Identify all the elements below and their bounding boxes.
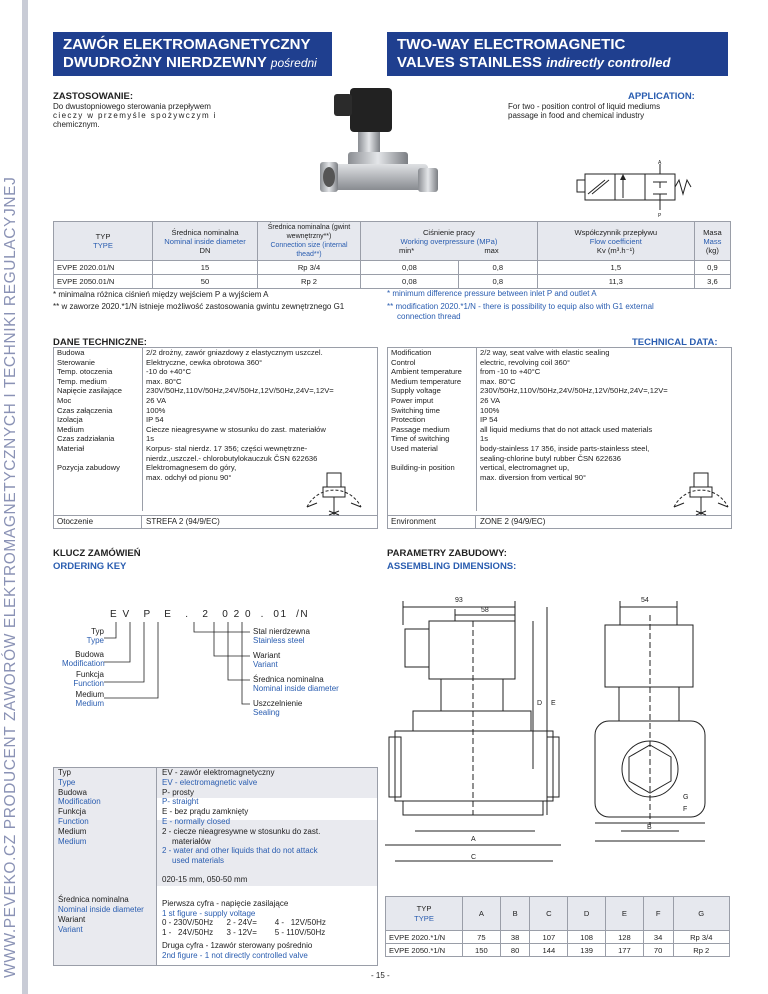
- tech-key: Time of switching: [388, 434, 477, 444]
- tech-row: [54, 386, 377, 396]
- tech-key: Napięcie zasilające: [54, 386, 143, 396]
- tech-row: [54, 444, 377, 463]
- spec-table: [53, 221, 731, 289]
- tech-key: Czas załączenia: [54, 406, 143, 416]
- tech-value: body-stainless 17 356, inside parts-stainless steel, sealing-chlorine butyl rubber ČSN 622636: [480, 443, 650, 463]
- ordering-title-en: ORDERING KEY: [53, 561, 127, 572]
- tech-value: 26 VA: [146, 395, 167, 405]
- tech-value: 230V/50Hz,110V/50Hz,24V/50Hz,12V/50Hz,24V=,12V=: [146, 386, 334, 396]
- tech-key: Temp. otoczenia: [54, 367, 143, 377]
- tech-row: [54, 396, 377, 406]
- tech-key: Protection: [388, 415, 477, 425]
- application-title-en: APPLICATION:: [628, 91, 695, 102]
- tech-key: Materiał: [54, 444, 143, 463]
- dim-label-e: E: [551, 700, 556, 707]
- symbol-label-p: P: [658, 213, 662, 219]
- dim-h-typ: TYP TYPE: [386, 897, 463, 931]
- tech-key: Czas zadziałania: [54, 434, 143, 444]
- dim-label-93: 93: [455, 597, 463, 604]
- tech-key: Temp. medium: [54, 377, 143, 387]
- tech-value: Elektromagnesem do góry, max. odchył od pionu 90°: [146, 463, 237, 482]
- tech-value: Korpus- stal nierdz. 17 356; części wewnętrzne- nierdz.,uszczel.- chlorobutylokauczuk ČSN 622636: [146, 443, 318, 463]
- dimension-table: TYP TYPE A B C D E F G EVPE 2020.*1/N 75 38 107 108 128 34 Rp 3/4 EVPE 2050.*1/N 150 80 144 139 177 70 Rp 2: [385, 896, 730, 957]
- tech-row: [388, 444, 731, 463]
- tech-row: [388, 358, 731, 368]
- tech-row: [388, 377, 731, 387]
- tech-key: Budowa: [54, 348, 143, 358]
- tech-key: Switching time: [388, 406, 477, 416]
- tech-row: [388, 406, 731, 416]
- tech-value: 26 VA: [480, 395, 501, 405]
- dim-label-d: D: [537, 700, 543, 707]
- header-en-line1: TWO-WAY ELECTROMAGNETIC: [397, 36, 626, 53]
- tech-value: IP 54: [480, 415, 498, 425]
- spec-row: EVPE 2020.01/N 15 Rp 3/4 0,08 0,8 1,5 0,9: [54, 261, 731, 275]
- assembling-drawing: [385, 585, 730, 885]
- dim-label-54: 54: [641, 597, 649, 604]
- notes-pl: * minimalna różnica ciśnień między wejściem P a wyjściem A ** w zaworze 2020.*1/N istnieje możliwość zastosowania gwintu zewnętrznego G1: [53, 290, 345, 311]
- legend-values: EV - zawór elektromagnetyczny EV - electromagnetic valve P- prosty P- straight E - bez prądu zamknięty E - normally closed 2 - ciecze nieagresywne w stosunku do zast. materiałów 2 - water and other liquids that do not attack used materials 020-15 mm, 050-50 mm Pierwsza cyfra - napięcie zasilające 1 st figure - supply voltage 0 - 230V/50Hz 2 - 24V= 4 - 12V/50Hz 1 - 24V/50Hz 3 - 12V= 5 - 110V/50Hz Druga cyfra - 1zawór sterowany pośrednio 2nd figure - 1 not directly controlled valve: [162, 768, 326, 960]
- dim-label-58: 58: [481, 607, 489, 614]
- sidebar-text: WWW.PEVEKO.CZ PRODUCENT ZAWORÓW ELEKTROMAGNETYCZNYCH I TECHNIKI REGULACYJNEJ: [2, 176, 19, 978]
- tech-value: 230V/50Hz,110V/50Hz,24V/50Hz,12V/50Hz,24V=,12V=: [480, 386, 668, 396]
- tech-value: max. 80°C: [480, 376, 516, 386]
- position-diagram-pl: [297, 463, 371, 519]
- tech-value: IP 54: [146, 415, 164, 425]
- tech-row: [54, 348, 377, 358]
- header-pl-line1: ZAWÓR ELEKTROMAGNETYCZNY: [63, 36, 311, 53]
- tech-row: [388, 434, 731, 444]
- tech-row: [388, 415, 731, 425]
- ordering-code: E V P E . 2 0 2 0 . 01 /N: [110, 609, 310, 620]
- header-en-line2: VALVES STAINLESS indirectly controlled: [397, 54, 671, 71]
- tech-key: Sterowanie: [54, 358, 143, 368]
- tech-key: Supply voltage: [388, 386, 477, 396]
- spec-h-thread: Średnica nominalna (gwint wewnętrzny**) Connection size (internal thead**): [258, 222, 361, 261]
- tech-row: [388, 396, 731, 406]
- tech-row: [54, 406, 377, 416]
- dim-row: EVPE 2050.*1/N 150 80 144 139 177 70 Rp 2: [386, 944, 730, 957]
- dim-label-g: G: [683, 794, 689, 801]
- tech-key: Pozycja zabudowy: [54, 463, 143, 511]
- notes-en: * minimum difference pressure between inlet P and outlet A ** modification 2020.*1/N - there is possibility to equip also with G1 external connection thread: [387, 289, 654, 321]
- dim-label-c: C: [471, 854, 477, 861]
- dim-row: EVPE 2020.*1/N 75 38 107 108 128 34 Rp 3/4: [386, 931, 730, 944]
- valve-photo: [320, 84, 440, 202]
- tech-key: Used material: [388, 444, 477, 463]
- tech-key: Ambient temperature: [388, 367, 477, 377]
- tech-key: Power imput: [388, 396, 477, 406]
- dim-label-a: A: [471, 836, 476, 843]
- tech-value: max. 80°C: [146, 376, 182, 386]
- tech-env-en: Environment ZONE 2 (94/9/EC): [388, 515, 731, 528]
- tech-value: 2/2 drożny, zawór gniazdowy z elastycznym uszczel.: [146, 348, 323, 357]
- tech-value: 2/2 way, seat valve with elastic sealing: [480, 348, 610, 357]
- tech-key: Passage medium: [388, 425, 477, 435]
- ordering-right-labels: Stal nierdzewna Stainless steel Wariant Variant Średnica nominalna Nominal inside diameter Uszczelnienie Sealing: [253, 627, 339, 717]
- tech-value: from -10 to +40°C: [480, 367, 541, 377]
- tech-key: Building-in position: [388, 463, 477, 511]
- spec-h-kv: Współczynnik przepływu Flow coefficient Kv (m³.h⁻¹): [537, 222, 694, 261]
- spec-row: EVPE 2050.01/N 50 Rp 2 0,08 0,8 11,3 3,6: [54, 275, 731, 289]
- tech-value: Ciecze nieagresywne w stosunku do zast. materiałów: [146, 424, 326, 434]
- tech-key: Medium: [54, 425, 143, 435]
- tech-row: [54, 367, 377, 377]
- tech-title-en: TECHNICAL DATA:: [632, 337, 718, 348]
- tech-key: Moc: [54, 396, 143, 406]
- tech-value: 100%: [146, 405, 166, 415]
- legend-keys: Typ Type Budowa Modification Funkcja Function Medium Medium Średnica nominalna Nominal inside diameter Wariant Variant: [58, 768, 144, 934]
- ordering-left-labels: Typ Type Budowa Modification Funkcja Function Medium Medium: [62, 627, 105, 708]
- tech-value: 100%: [480, 405, 500, 415]
- application-text-en: For two - position control of liquid mediums passage in food and chemical industry: [508, 102, 661, 120]
- tech-value: 1s: [480, 434, 489, 444]
- page-number: - 15 -: [371, 971, 390, 980]
- tech-row: [54, 377, 377, 387]
- sidebar-band: [22, 0, 28, 994]
- tech-row: [54, 415, 377, 425]
- header-pl: [53, 32, 332, 76]
- tech-key: Izolacja: [54, 415, 143, 425]
- tech-key: Medium temperature: [388, 377, 477, 387]
- tech-row: [388, 367, 731, 377]
- legend-table: [53, 767, 378, 966]
- tech-value: -10 do +40°C: [146, 367, 192, 377]
- tech-value: 1s: [146, 434, 155, 444]
- spec-h-mass: Masa Mass (kg): [694, 222, 730, 261]
- sidebar: [0, 0, 28, 994]
- tech-row: [388, 348, 731, 358]
- tech-title-pl: DANE TECHNICZNE:: [53, 337, 147, 348]
- spec-h-pressure: Ciśnienie pracy Working overpressure (MPa) min* max: [361, 222, 538, 261]
- tech-key: Control: [388, 358, 477, 368]
- application-title-pl: ZASTOSOWANIE:: [53, 91, 134, 102]
- tech-row: [388, 425, 731, 435]
- spec-h-typ: TYP TYPE: [54, 222, 153, 261]
- tech-env-pl: Otoczenie STREFA 2 (94/9/EC): [54, 515, 377, 528]
- ordering-title-pl: KLUCZ ZAMÓWIEŃ: [53, 548, 141, 559]
- header-en: [387, 32, 728, 76]
- assembling-title-pl: PARAMETRY ZABUDOWY:: [387, 548, 507, 559]
- dim-label-f: F: [683, 806, 688, 813]
- symbol-label-a: A: [658, 160, 662, 166]
- spec-h-dn: Średnica nominalna Nominal inside diameter DN: [153, 222, 258, 261]
- header-pl-line2: DWUDROŻNY NIERDZEWNY pośredni: [63, 54, 317, 71]
- valve-symbol: [575, 160, 695, 219]
- position-diagram-en: [664, 463, 738, 519]
- tech-row: [54, 425, 377, 435]
- dim-label-b: B: [647, 824, 652, 831]
- tech-row: [388, 386, 731, 396]
- application-text-pl: Do dwustopniowego sterowania przepływem cieczy w przemyśle spożywczym i chemicznym.: [53, 102, 217, 129]
- tech-value: all liquid mediums that do not attack used materials: [480, 424, 653, 434]
- tech-value: electric, revolving coil 360°: [480, 357, 570, 367]
- tech-row: [54, 434, 377, 444]
- assembling-title-en: ASSEMBLING DIMENSIONS:: [387, 561, 517, 572]
- tech-key: Modification: [388, 348, 477, 358]
- tech-value: Elektryczne, cewka obrotowa 360°: [146, 357, 263, 367]
- tech-row: [54, 358, 377, 368]
- tech-value: vertical, electromagnet up, max. diversion from vertical 90°: [480, 463, 587, 482]
